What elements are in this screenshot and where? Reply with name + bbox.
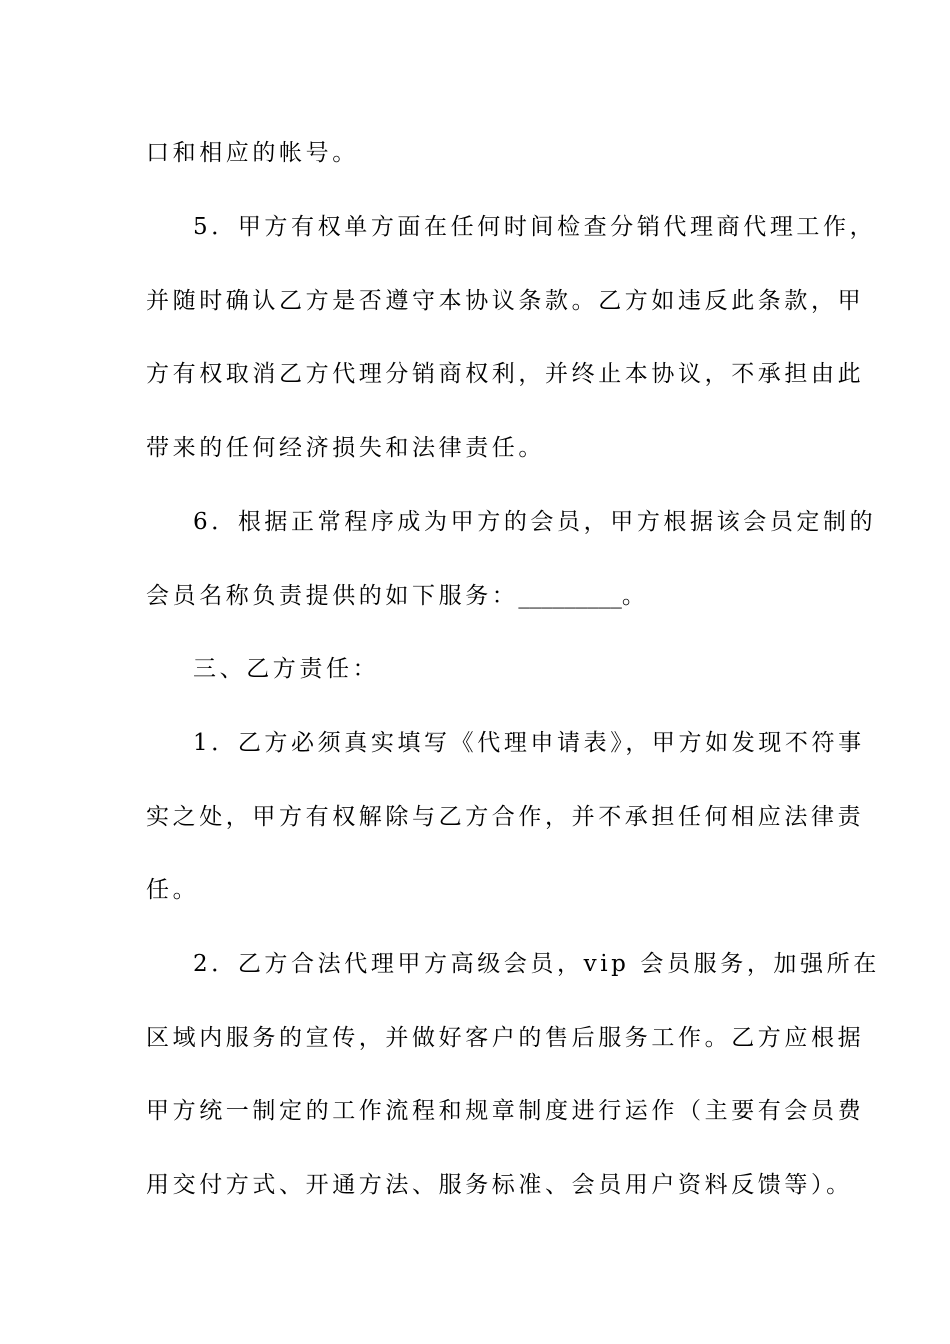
clause-5-line-1: 5．甲方有权单方面在任何时间检查分销代理商代理工作， bbox=[193, 214, 877, 240]
section-heading: 三、乙方责任： bbox=[193, 656, 380, 682]
clause-5-line-2: 并随时确认乙方是否遵守本协议条款。乙方如违反此条款，甲 bbox=[146, 288, 865, 314]
paragraph-line: 口和相应的帐号。 bbox=[146, 140, 359, 166]
clause-6-suffix: 。 bbox=[621, 583, 649, 609]
clause-1-line-2: 实之处，甲方有权解除与乙方合作，并不承担任何相应法律责 bbox=[146, 804, 865, 830]
clause-2-line-1: 2．乙方合法代理甲方高级会员，vip 会员服务，加强所在 bbox=[193, 951, 880, 977]
service-blank: _________ bbox=[518, 583, 622, 609]
clause-1-line-3: 任。 bbox=[146, 877, 200, 903]
clause-2-line-4: 用交付方式、开通方法、服务标准、会员用户资料反馈等）。 bbox=[146, 1172, 853, 1198]
clause-2-line-2: 区域内服务的宣传，并做好客户的售后服务工作。乙方应根据 bbox=[146, 1025, 865, 1051]
clause-6-prefix: 会员名称负责提供的如下服务： bbox=[146, 583, 519, 609]
clause-5-line-3: 方有权取消乙方代理分销商权利，并终止本协议，不承担由此 bbox=[146, 361, 865, 387]
clause-6-line-1: 6．根据正常程序成为甲方的会员，甲方根据该会员定制的 bbox=[193, 509, 877, 535]
clause-1-line-1: 1．乙方必须真实填写《代理申请表》，甲方如发现不符事 bbox=[193, 730, 865, 756]
clause-5-line-4: 带来的任何经济损失和法律责任。 bbox=[146, 435, 545, 461]
clause-6-line-2 bbox=[146, 581, 808, 611]
clause-2-line-3: 甲方统一制定的工作流程和规章制度进行运作（主要有会员费 bbox=[146, 1098, 865, 1124]
